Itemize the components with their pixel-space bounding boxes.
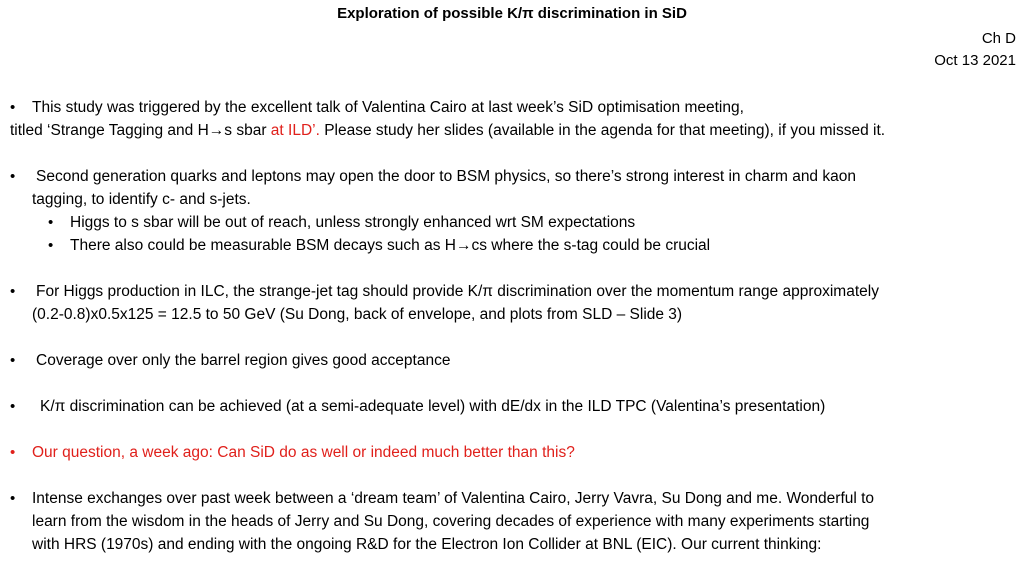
- bullet-6-line-1: Our question, a week ago: Can SiD do as well or indeed much better than this?: [32, 444, 575, 461]
- bullet-4-line-1: Coverage over only the barrel region gives good acceptance: [36, 352, 451, 369]
- bullet-marker: •: [10, 398, 16, 415]
- sub-bullet-marker: •: [48, 214, 54, 231]
- bullet-7-line-3: with HRS (1970s) and ending with the ongoing R&D for the Electron Ion Collider at BNL (EIC). Our current thinking:: [32, 536, 822, 553]
- date-label: Oct 13 2021: [934, 52, 1016, 69]
- bullet-2-line-1: Second generation quarks and leptons may open the door to BSM physics, so there’s strong interest in charm and kaon: [36, 168, 856, 185]
- bullet-marker-red: •: [10, 444, 16, 461]
- bullet-1-line-2b: Please study her slides (available in the agenda for that meeting), if you missed it.: [319, 122, 886, 139]
- bullet-marker: •: [10, 283, 16, 300]
- bullet-7-line-2: learn from the wisdom in the heads of Jerry and Su Dong, covering decades of experience with many experiments starting: [32, 513, 870, 530]
- bullet-1-line-2: [10, 120, 885, 142]
- bullet-2-sub-1: Higgs to s sbar will be out of reach, unless strongly enhanced wrt SM expectations: [70, 214, 636, 231]
- bullet-1-red-text: at ILD’.: [270, 122, 320, 139]
- bullet-3-line-2: (0.2-0.8)x0.5x125 = 12.5 to 50 GeV (Su Dong, back of envelope, and plots from SLD – Slide 3): [32, 306, 683, 323]
- bullet-2-line-2: tagging, to identify c- and s-jets.: [32, 191, 251, 208]
- bullet-marker: •: [10, 99, 16, 116]
- bullet-3-line-1: For Higgs production in ILC, the strange-jet tag should provide K/π discrimination over the momentum range approximately: [36, 283, 879, 300]
- bullet-5-line-1: K/π discrimination can be achieved (at a semi-adequate level) with dE/dx in the ILD TPC (Valentina’s presentation): [40, 398, 826, 415]
- author-label: Ch D: [981, 30, 1016, 47]
- sub-bullet-marker: •: [48, 237, 54, 254]
- bullet-marker: •: [10, 352, 16, 369]
- bullet-1-line-2a: titled ‘Strange Tagging and H→s sbar: [10, 122, 271, 139]
- bullet-7-line-1: Intense exchanges over past week between a ‘dream team’ of Valentina Cairo, Jerry Vavra, Su Dong and me. Wonderful to: [32, 490, 875, 507]
- bullet-marker: •: [10, 490, 16, 507]
- bullet-marker: •: [10, 168, 16, 185]
- bullet-1-line-1: This study was triggered by the excellent talk of Valentina Cairo at last week’s SiD optimisation meeting,: [32, 99, 744, 116]
- bullet-2-sub-2: There also could be measurable BSM decays such as H→cs where the s-tag could be crucial: [70, 237, 711, 254]
- slide-title: Exploration of possible K/π discrimination in SiD: [337, 5, 687, 22]
